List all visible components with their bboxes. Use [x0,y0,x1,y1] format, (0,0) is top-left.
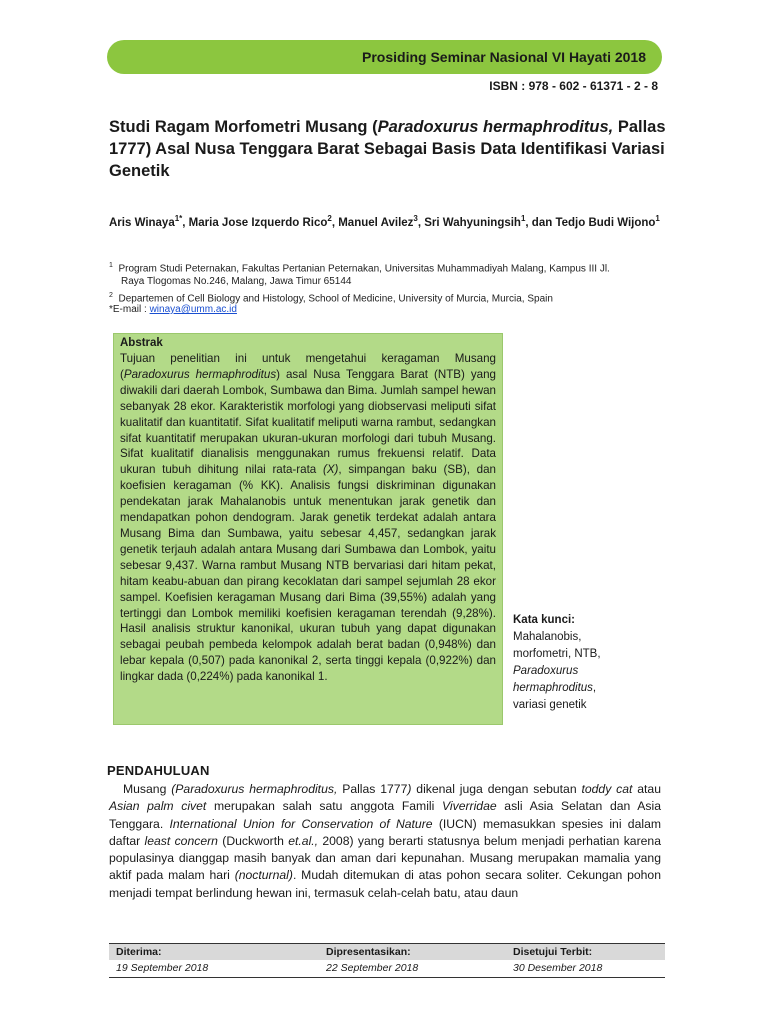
title-part-1: Studi Ragam Morfometri Musang ( [109,118,378,136]
approved-label: Disetujui Terbit: [513,946,593,958]
affiliation-text: Program Studi Peternakan, Fakultas Pertanian Peternakan, Universitas Muhammadiyah Malang, Kampus III Jl. [118,263,610,275]
journal-title: Prosiding Seminar Nasional VI Hayati 2018 [362,49,646,65]
author-affiliation-mark: 3 [413,214,418,223]
abstract-text-italic: (X) [322,463,339,477]
keywords-label: Kata kunci: [513,614,575,626]
abstract-body [120,351,496,685]
email-link[interactable]: winaya@umm.ac.id [149,304,237,315]
keyword: Paradoxurus [513,665,579,677]
intro-text-italic: Asian palm civet [109,799,207,814]
keyword: morfometri, NTB, [513,648,601,660]
intro-text-italic: toddy cat [581,782,633,796]
intro-text-italic: International Union for Conservation of Nature [169,816,433,831]
intro-text: . Mudah ditemukan di atas pohon secara soliter. Cekungan pohon menjadi tempat berlindung hewan ini, termasuk celah-celah batu, atau daun [109,868,661,900]
author-affiliation-mark: 1 [655,214,660,223]
affiliation-1 [109,259,669,288]
presented-date: 22 September 2018 [326,962,419,974]
keyword-separator: , [592,682,597,694]
footer-divider [109,977,665,978]
approved-date: 30 Desember 2018 [513,962,603,974]
intro-body [109,781,661,902]
keyword: hermaphroditus [513,682,593,694]
intro-text: (IUCN) memasukkan spesies ini dalam daftar [109,816,661,848]
author-name: , Maria Jose Izquerdo Rico [182,216,328,229]
abstract-heading: Abstrak [120,337,163,349]
abstract-text-italic: Paradoxurus hermaphroditus [123,367,277,381]
intro-text: Pallas 1777 [337,782,408,796]
received-label: Diterima: [116,946,162,958]
corresponding-email [109,303,669,316]
intro-text: Musang [123,782,172,796]
affiliation-text: Departemen of Cell Biology and Histology, School of Medicine, University of Murcia, Murcia, Spain [118,293,553,305]
presented-label: Dipresentasikan: [326,946,411,958]
intro-text-italic: ) [407,782,412,796]
affiliation-text-continued: Raya Tlogomas No.246, Malang, Jawa Timur 65144 [121,276,352,288]
isbn: ISBN : 978 - 602 - 61371 - 2 - 8 [489,79,658,93]
intro-text-italic: (Paradoxurus hermaphroditus, [171,782,338,796]
intro-text-italic: least concern [144,833,218,848]
section-heading: PENDAHULUAN [107,763,210,778]
keyword: variasi genetik [513,699,587,711]
affiliation-number: 2 [109,292,113,299]
title-part-2: Pallas 1777) Asal Nusa Tenggara Barat Sebagai Basis Data Identifikasi Variasi Genetik [109,118,666,180]
intro-text-italic: Viverridae [441,799,497,814]
journal-banner [107,40,662,74]
intro-text: 2008) yang berarti statusnya belum menjadi perhatian karena populasinya dianggap masih banyak dan aman dari kepunahan. Musang merupakan mamalia yang aktif pada malam hari [109,833,661,883]
intro-text-italic: et.al., [288,833,319,848]
paper-title [109,116,669,182]
abstract-text: ) asal Nusa Tenggara Barat (NTB) yang diwakili dari daerah Lombok, Sumbawa dan Bima. Jumlah sampel hewan sebanyak 28 ekor. Karakteristik morfologi yang diobservasi meliputi sifat kualitatif dan kuantitatif. Sifat kualitatif meliputi warna rambut, sedangkan sifat kuantitatif merupakan ukuran-ukuran morfologi dari tubuh Musang. Sifat kualitatif dianalisis menggunakan rumus frekuensi relatif. Data ukuran tubuh dihitung nilai rata-rata [120,367,497,477]
intro-text: merupakan salah satu anggota Famili [206,799,442,814]
intro-text-italic: (nocturnal) [234,868,293,883]
abstract-text: Tujuan penelitian ini untuk mengetahui keragaman Musang ( [120,352,496,381]
received-date: 19 September 2018 [116,962,209,974]
keyword: Mahalanobis, [513,631,582,643]
author-name: Aris Winaya [109,216,175,229]
email-label: *E-mail : [109,304,150,315]
intro-text: atau [632,782,661,796]
author-name: , Manuel Avilez [331,216,414,229]
author-affiliation-mark: 2 [327,214,332,223]
author-affiliation-mark: 1 [520,214,526,223]
title-species: Paradoxurus hermaphroditus, [377,118,614,136]
intro-text: dikenal juga dengan sebutan [411,782,582,796]
author-list [109,210,669,232]
abstract-box [113,333,503,725]
affiliation-number: 1 [109,262,113,269]
intro-paragraph [109,781,661,902]
intro-text: (Duckworth [217,833,289,848]
keywords [513,612,653,714]
author-name: , Sri Wahyuningsih [417,216,521,229]
abstract-text: , simpangan baku (SB), dan koefisien keragaman (% KK). Analisis fungsi diskriminan digunakan pendekatan jarak Mahalanobis untuk menentukan jarak genetik dan mendapatkan pohon dendogram. Jarak genetik terdekat adalah antara Musang Bima dan Sumbawa, yaitu sebesar 4,457, sedangkan jarak genetik terjauh adalah antara Musang dari Sumbawa dan Lombok, yaitu sebesar 9,437. Warna rambut Musang NTB bervariasi dari hitam pekat, hitam keabu-abuan dan pirang kecoklatan dari sampel sejumlah 28 ekor sampel. Koefisien keragaman Musang dari Bima (39,55%) adalah yang tertinggi dan Lombok memiliki koefisien keragaman terendah (9,28%). Hasil analisis struktur kanonikal, ukuran tubuh yang dapat digunakan sebagai peubah pembeda kelompok adalah berat badan (0,948%) dan lebar kepala (0,507) pada kanonikal 2, serta tinggi kepala (0,922%) dan lingkar dada (0,224%) pada kanonikal 1. [120,463,496,684]
author-name: , dan Tedjo Budi Wijono [525,216,656,229]
intro-text: asli Asia Selatan dan Asia Tenggara. [109,799,661,831]
author-affiliation-mark: 1* [174,214,183,223]
